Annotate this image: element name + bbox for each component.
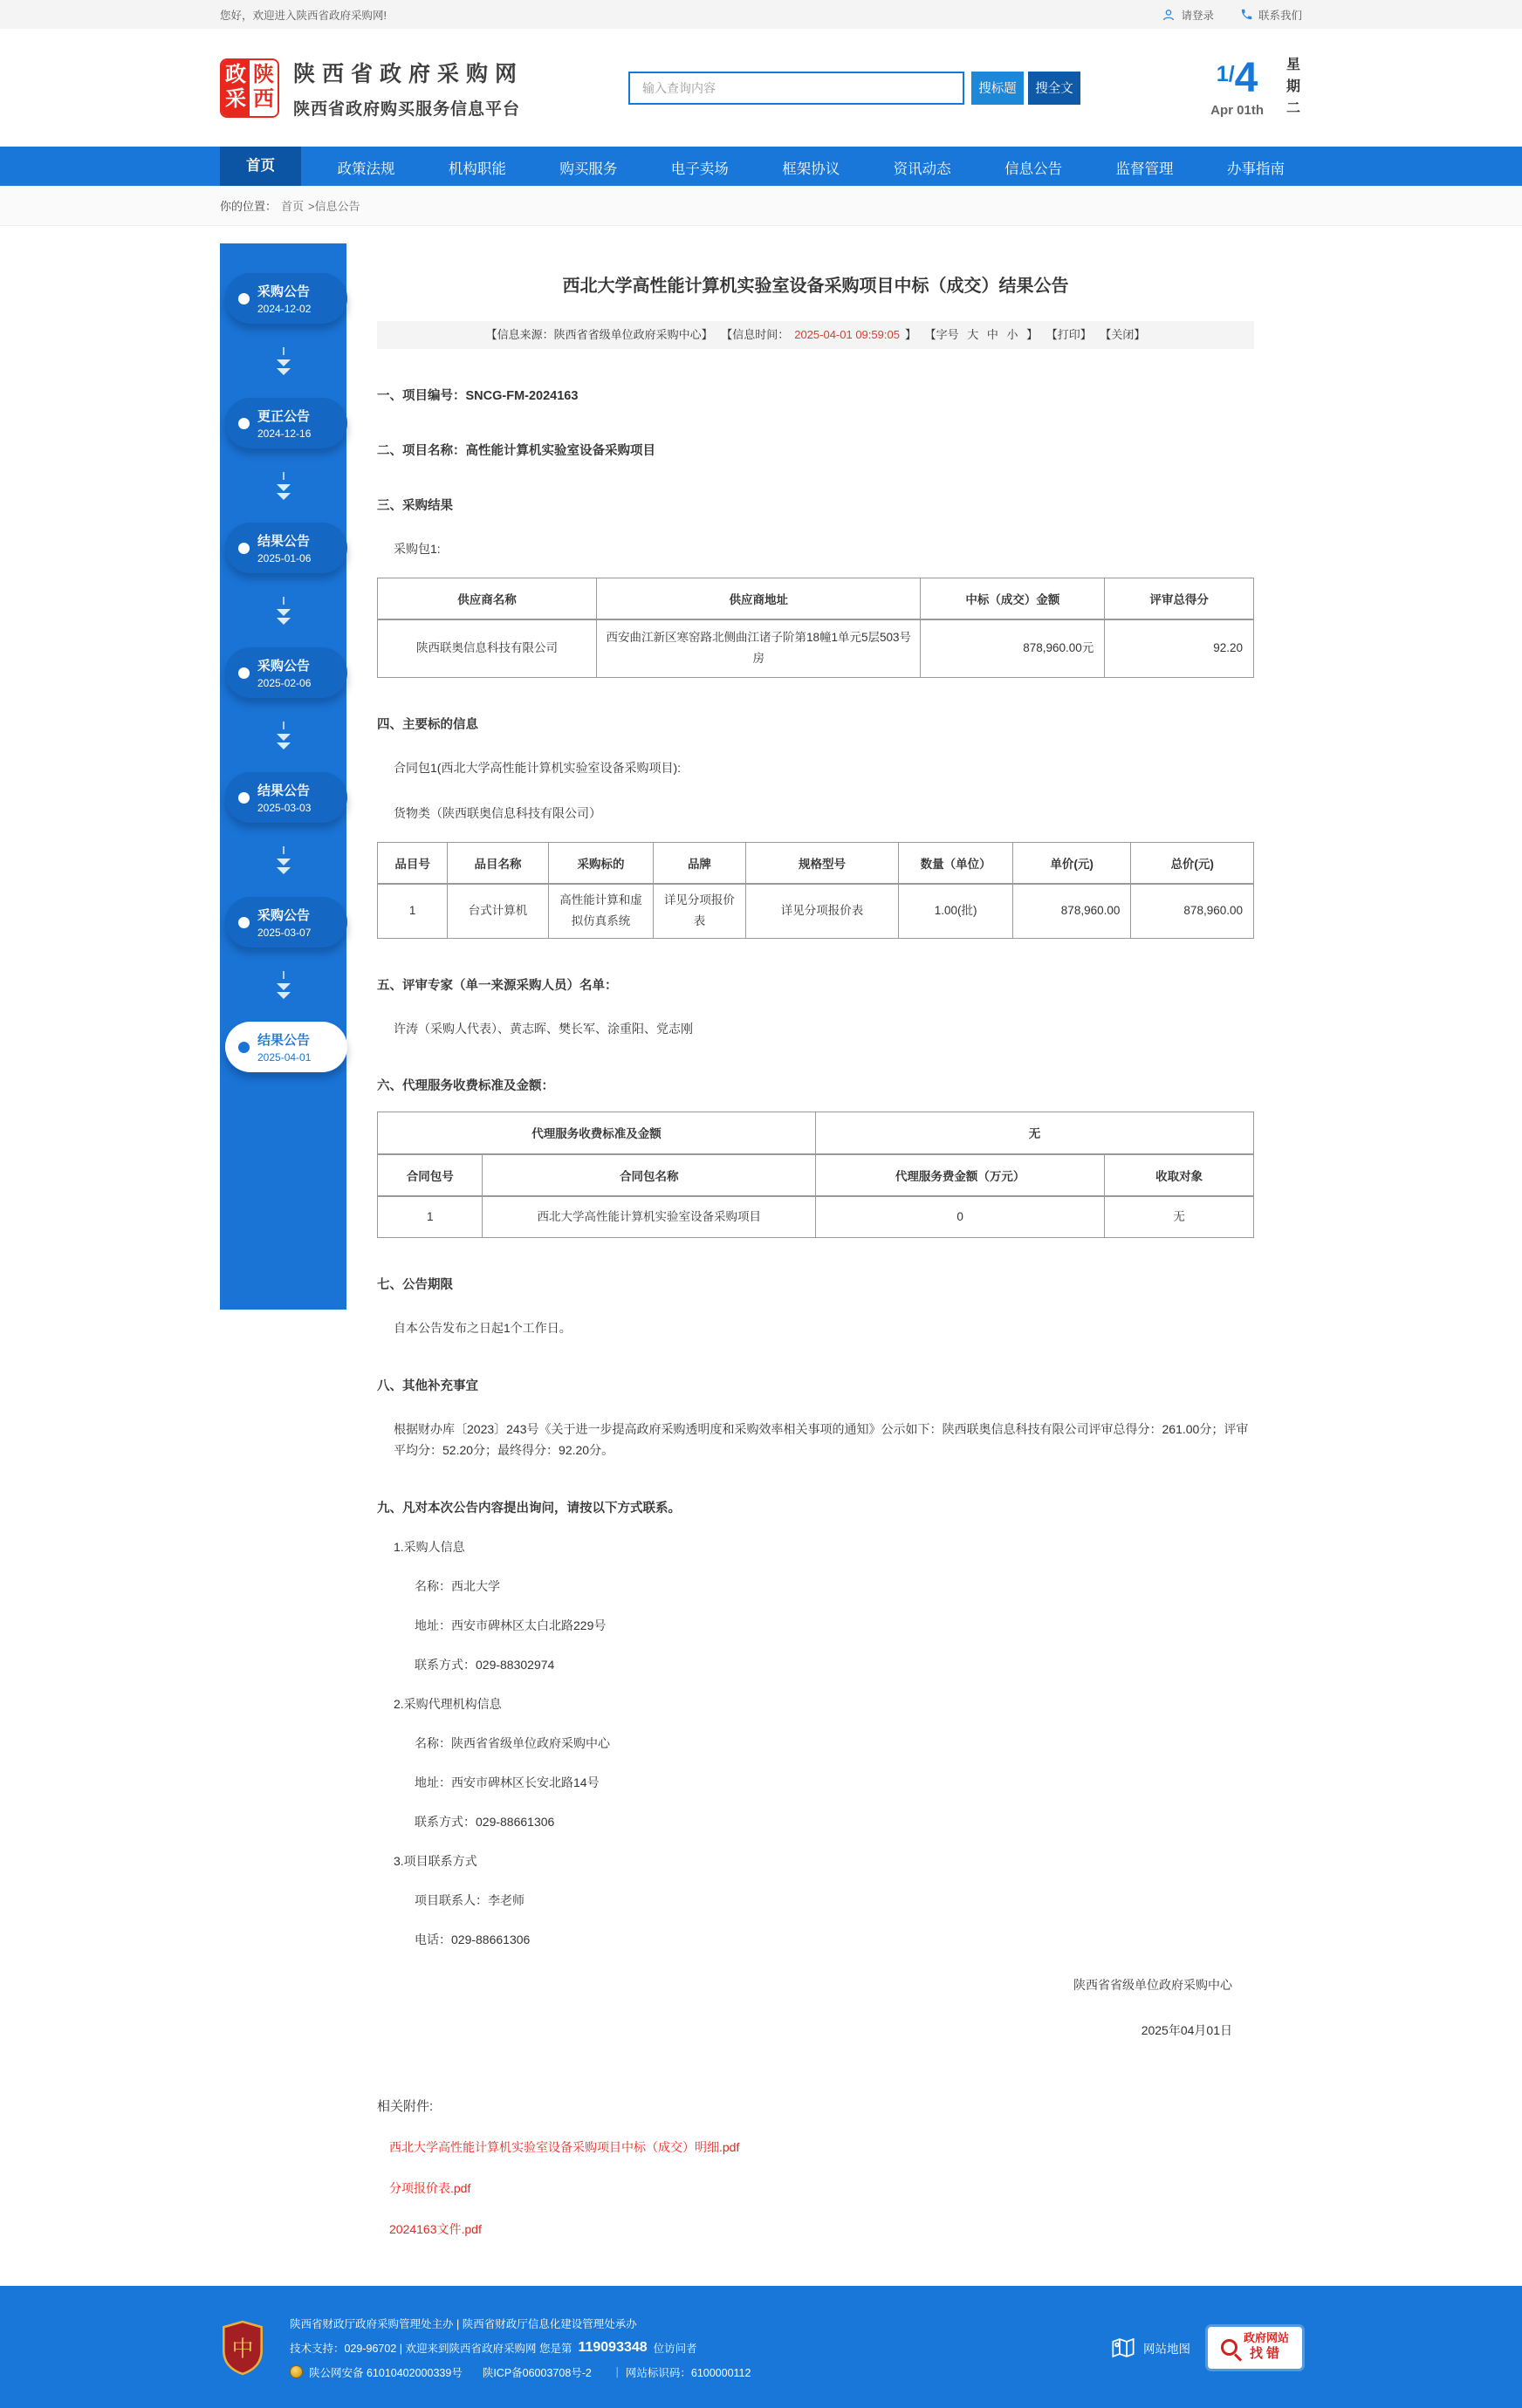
page-title: 西北大学高性能计算机实验室设备采购项目中标（成交）结果公告 xyxy=(562,277,1069,296)
timeline-date: 2024-12-16 xyxy=(257,428,312,440)
table-header-cell: 单价(元) xyxy=(1012,842,1131,884)
meta-time-value: 2025-04-01 09:59:05 xyxy=(794,328,900,341)
award-amount-cell: 878,960.00元 xyxy=(921,619,1105,677)
timeline-title: 结果公告 xyxy=(257,534,311,549)
search-bar xyxy=(628,72,1080,105)
site-footer xyxy=(0,2286,1522,2408)
nav-item-functions[interactable]: 机构职能 xyxy=(448,161,506,177)
breadcrumb-prefix: 你的位置： xyxy=(220,200,278,213)
table-row xyxy=(378,619,1254,677)
score-cell: 92.20 xyxy=(1105,619,1254,677)
user-icon xyxy=(1162,8,1176,22)
contact-us-link[interactable] xyxy=(1240,7,1302,23)
signature-org: 陕西省省级单位政府采购中心 xyxy=(1073,1977,1232,1992)
timeline-item-3[interactable] xyxy=(225,647,347,698)
table-header-row xyxy=(378,1154,1254,1196)
timeline-title: 采购公告 xyxy=(257,659,311,674)
top-utility-bar xyxy=(0,0,1522,29)
table-row xyxy=(378,884,1254,938)
emblem-shield-icon xyxy=(220,2320,265,2376)
result-table xyxy=(377,578,1254,678)
contact-line: 地址：西安市碑林区太白北路229号 xyxy=(415,1618,607,1632)
timeline-dot xyxy=(238,418,250,429)
site-title: 陕西省政府采购网 xyxy=(293,61,524,86)
article-main xyxy=(346,243,1302,2238)
gov-site-error-report-badge[interactable] xyxy=(1208,2327,1302,2369)
police-badge-icon xyxy=(290,2365,303,2378)
meta-time-suffix: 】 xyxy=(904,328,916,341)
svg-text:中: 中 xyxy=(231,2336,254,2361)
contact-line: 3.项目联系方式 xyxy=(394,1853,477,1868)
item-no-cell: 1 xyxy=(378,884,448,938)
fontsize-medium-link[interactable]: 中 xyxy=(986,328,998,341)
section-5-heading: 五、评审专家（单一来源采购人员）名单： xyxy=(377,978,618,993)
contact-line: 名称：陕西省省级单位政府采购中心 xyxy=(415,1735,610,1750)
site-subtitle: 陕西省政府购买服务信息平台 xyxy=(293,99,521,119)
table-header-row xyxy=(378,578,1254,619)
timeline-title: 更正公告 xyxy=(257,409,311,424)
nav-item-home[interactable]: 首页 xyxy=(220,147,301,186)
timeline-title: 结果公告 xyxy=(257,1033,311,1048)
notice-period-text: 自本公告发布之日起1个工作日。 xyxy=(394,1321,572,1336)
table-header-cell: 数量（单位） xyxy=(899,842,1013,884)
timeline-item-1[interactable] xyxy=(225,398,347,448)
welcome-text: 您好，欢迎进入陕西省政府采购网! xyxy=(220,9,387,22)
contract-package-label: 合同包1(西北大学高性能计算机实验室设备采购项目): xyxy=(394,760,681,775)
section-8-heading: 八、其他补充事宜 xyxy=(377,1378,478,1393)
table-header-cell: 无 xyxy=(815,1112,1253,1154)
footer-sponsor-line: 陕西省财政厅政府采购管理处主办 | 陕西省财政厅信息化建设管理处承办 xyxy=(290,2317,637,2330)
timeline-title: 采购公告 xyxy=(257,908,311,923)
footer-support-prefix: 技术支持：029-96702 | 欢迎来到陕西省政府采购网 您是第 xyxy=(290,2342,572,2355)
magnifier-icon xyxy=(1221,2339,1237,2356)
site-header xyxy=(0,29,1522,147)
attachment-link-file-pdf[interactable]: 2024163文件.pdf xyxy=(389,2221,482,2236)
timeline-date: 2025-03-03 xyxy=(257,802,312,814)
package-label: 采购包1: xyxy=(394,542,441,556)
date-english: Apr 01th xyxy=(1210,102,1264,118)
table-header-cell: 规格型号 xyxy=(745,842,899,884)
table-header-cell: 合同包名称 xyxy=(483,1154,816,1196)
logo-right-half xyxy=(250,60,278,116)
breadcrumb-bar xyxy=(0,186,1522,226)
signature-date: 2025年04月01日 xyxy=(1141,2022,1232,2037)
timeline-item-6-active[interactable] xyxy=(225,1022,347,1072)
timeline-arrow-down-icon xyxy=(220,698,346,772)
table-header-row xyxy=(378,842,1254,884)
timeline-date: 2025-04-01 xyxy=(257,1051,312,1064)
total-price-cell: 878,960.00 xyxy=(1131,884,1254,938)
search-input[interactable] xyxy=(628,72,964,105)
table-header-cell: 供应商地址 xyxy=(597,578,921,619)
timeline-date: 2025-01-06 xyxy=(257,552,312,564)
search-fulltext-button[interactable]: 搜全文 xyxy=(1028,72,1080,105)
icp-record-link[interactable]: 陕ICP备06003708号-2 xyxy=(482,2366,592,2379)
err-badge-bottom: 找错 xyxy=(1249,2347,1283,2362)
timeline-arrow-down-icon xyxy=(220,823,346,897)
section-9-heading: 九、凡对本次公告内容提出询问，请按以下方式联系。 xyxy=(377,1501,681,1515)
close-link[interactable]: 【关闭】 xyxy=(1100,328,1146,341)
contact-line: 联系方式：029-88661306 xyxy=(415,1814,555,1829)
police-record-link[interactable]: 陕公网安备 61010402000339号 xyxy=(309,2366,463,2379)
timeline-dot xyxy=(238,1042,250,1053)
timeline-dot xyxy=(238,667,250,679)
login-link[interactable] xyxy=(1162,7,1214,23)
logo-char: 采 xyxy=(225,87,246,111)
meta-fontsize-suffix: 】 xyxy=(1026,328,1039,341)
contact-line: 联系方式：029-88302974 xyxy=(415,1657,555,1672)
nav-item-framework[interactable]: 框架协议 xyxy=(782,161,840,177)
timeline-item-0[interactable] xyxy=(225,273,347,324)
contract-no-cell: 1 xyxy=(378,1196,483,1238)
brand-cell: 详见分项报价表 xyxy=(654,884,745,938)
fontsize-large-link[interactable]: 大 xyxy=(967,328,979,341)
date-day: 4 xyxy=(1234,54,1258,101)
breadcrumb-home-link[interactable]: 首页 xyxy=(281,200,305,213)
table-header-row xyxy=(378,1112,1254,1154)
attachment-link-detail-pdf[interactable]: 西北大学高性能计算机实验室设备采购项目中标（成交）明细.pdf xyxy=(389,2139,740,2154)
logo-char: 陕 xyxy=(253,63,274,86)
item-name-cell: 台式计算机 xyxy=(448,884,548,938)
timeline-title: 结果公告 xyxy=(257,783,311,798)
timeline-date: 2025-02-06 xyxy=(257,677,312,689)
items-table xyxy=(377,842,1254,939)
login-label: 请登录 xyxy=(1181,9,1214,22)
nav-item-supervision[interactable]: 监督管理 xyxy=(1115,161,1174,177)
unit-price-cell: 878,960.00 xyxy=(1012,884,1131,938)
timeline-arrow-down-icon xyxy=(220,324,346,398)
timeline-item-2[interactable] xyxy=(225,523,347,573)
timeline-dot xyxy=(238,543,250,554)
supplier-address-cell: 西安曲江新区寒窑路北侧曲江诸子阶第18幢1单元5层503号房 xyxy=(597,619,921,677)
logo-left-half xyxy=(222,60,250,116)
breadcrumb-current: >信息公告 xyxy=(308,200,360,213)
date-month: 1/ xyxy=(1216,61,1235,86)
nav-item-info-notice[interactable]: 信息公告 xyxy=(1004,161,1063,177)
timeline-arrow-down-icon xyxy=(220,448,346,523)
contact-line: 项目联系人：李老师 xyxy=(415,1892,524,1907)
site-logo[interactable] xyxy=(220,58,279,118)
contact-line: 电话：029-88661306 xyxy=(415,1932,531,1946)
nav-item-news[interactable]: 资讯动态 xyxy=(893,161,951,177)
supplementary-text: 根据财办库〔2023〕243号《关于进一步提高政府采购透明度和采购效率相关事项的通知》公示如下：陕西联奥信息科技有限公司评审总得分：261.00分；评审平均分：52.20分；最终得分：92.20分。 xyxy=(394,1421,1249,1458)
sitemap-label: 网站地图 xyxy=(1143,2342,1190,2356)
timeline-dot xyxy=(238,293,250,304)
sitemap-link[interactable] xyxy=(1111,2336,1190,2360)
footer-support-suffix: 位访问者 xyxy=(653,2342,697,2355)
procurement-target-cell: 高性能计算和虚拟仿真系统 xyxy=(548,884,653,938)
timeline-arrow-down-icon xyxy=(220,947,346,1022)
contact-line: 名称：西北大学 xyxy=(415,1578,500,1593)
logo-char: 政 xyxy=(225,63,246,86)
agency-fee-table xyxy=(377,1112,1254,1238)
contact-line: 1.采购人信息 xyxy=(394,1539,465,1554)
map-icon xyxy=(1111,2336,1135,2360)
nav-item-e-mall[interactable]: 电子卖场 xyxy=(670,161,729,177)
experts-list: 许涛（采购人代表）、黄志晖、樊长军、涂重阳、党志刚 xyxy=(394,1021,693,1036)
attachments-title: 相关附件: xyxy=(377,2098,434,2114)
meta-fontsize-prefix: 【字号 xyxy=(924,328,959,341)
timeline-item-4[interactable] xyxy=(225,772,347,823)
table-header-cell: 总价(元) xyxy=(1131,842,1254,884)
table-header-cell: 采购标的 xyxy=(548,842,653,884)
search-title-button[interactable]: 搜标题 xyxy=(971,72,1024,105)
section-4-heading: 四、主要标的信息 xyxy=(377,717,478,732)
quantity-cell: 1.00(批) xyxy=(899,884,1013,938)
table-header-cell: 品目名称 xyxy=(448,842,548,884)
timeline-arrow-down-icon xyxy=(220,573,346,647)
visitor-count: 119093348 xyxy=(578,2339,648,2355)
supplier-name-cell: 陕西联奥信息科技有限公司 xyxy=(378,619,597,677)
contact-line: 地址：西安市碑林区长安北路14号 xyxy=(415,1775,600,1789)
announcement-timeline-sidebar xyxy=(220,243,346,1310)
fontsize-small-link[interactable]: 小 xyxy=(1006,328,1018,341)
contract-name-cell: 西北大学高性能计算机实验室设备采购项目 xyxy=(483,1196,816,1238)
nav-item-purchase-service[interactable]: 购买服务 xyxy=(559,161,618,177)
article-meta-bar xyxy=(377,321,1254,349)
timeline-date: 2024-12-02 xyxy=(257,303,312,315)
date-widget xyxy=(1210,55,1302,120)
table-header-cell: 收取对象 xyxy=(1105,1154,1254,1196)
date-weekday: 星期二 xyxy=(1286,58,1301,116)
print-link[interactable]: 【打印】 xyxy=(1046,328,1092,341)
table-header-cell: 代理服务费金额（万元） xyxy=(815,1154,1104,1196)
fee-target-cell: 无 xyxy=(1105,1196,1254,1238)
table-header-cell: 评审总得分 xyxy=(1105,578,1254,619)
table-header-cell: 合同包号 xyxy=(378,1154,483,1196)
timeline-dot xyxy=(238,792,250,804)
section-3-heading: 三、采购结果 xyxy=(377,499,453,513)
meta-source: 【信息来源：陕西省省级单位政府采购中心】 xyxy=(485,328,713,341)
site-code-text: ｜ 网站标识码：6100000112 xyxy=(611,2366,751,2379)
section-2-heading: 二、项目名称：高性能计算机实验室设备采购项目 xyxy=(377,444,655,458)
table-header-cell: 中标（成交）金额 xyxy=(921,578,1105,619)
timeline-date: 2025-03-07 xyxy=(257,927,312,939)
logo-char: 西 xyxy=(253,87,274,111)
table-header-cell: 供应商名称 xyxy=(378,578,597,619)
breadcrumb xyxy=(220,186,1302,225)
table-header-cell: 代理服务收费标准及金额 xyxy=(378,1112,816,1154)
main-nav xyxy=(0,147,1522,186)
table-header-cell: 品牌 xyxy=(654,842,745,884)
timeline-dot xyxy=(238,917,250,928)
err-badge-top: 政府网站 xyxy=(1243,2331,1289,2345)
section-1-heading: 一、项目编号：SNCG-FM-2024163 xyxy=(377,389,579,403)
table-row xyxy=(378,1196,1254,1238)
goods-category-label: 货物类（陕西联奥信息科技有限公司） xyxy=(394,806,601,820)
section-7-heading: 七、公告期限 xyxy=(377,1278,453,1293)
timeline-title: 采购公告 xyxy=(257,284,311,299)
attachments-section xyxy=(377,2097,1254,2238)
section-6-heading: 六、代理服务收费标准及金额： xyxy=(377,1079,554,1094)
contact-line: 2.采购代理机构信息 xyxy=(394,1696,502,1711)
nav-item-guide[interactable]: 办事指南 xyxy=(1226,161,1285,177)
nav-item-policy[interactable]: 政策法规 xyxy=(337,161,395,177)
attachment-link-quotation-pdf[interactable]: 分项报价表.pdf xyxy=(389,2180,471,2195)
model-cell: 详见分项报价表 xyxy=(745,884,899,938)
meta-time-prefix: 【信息时间： xyxy=(721,328,790,341)
table-header-cell: 品目号 xyxy=(378,842,448,884)
contact-us-label: 联系我们 xyxy=(1258,9,1302,22)
timeline-item-5[interactable] xyxy=(225,897,347,947)
phone-icon xyxy=(1240,8,1253,21)
agency-fee-cell: 0 xyxy=(815,1196,1104,1238)
